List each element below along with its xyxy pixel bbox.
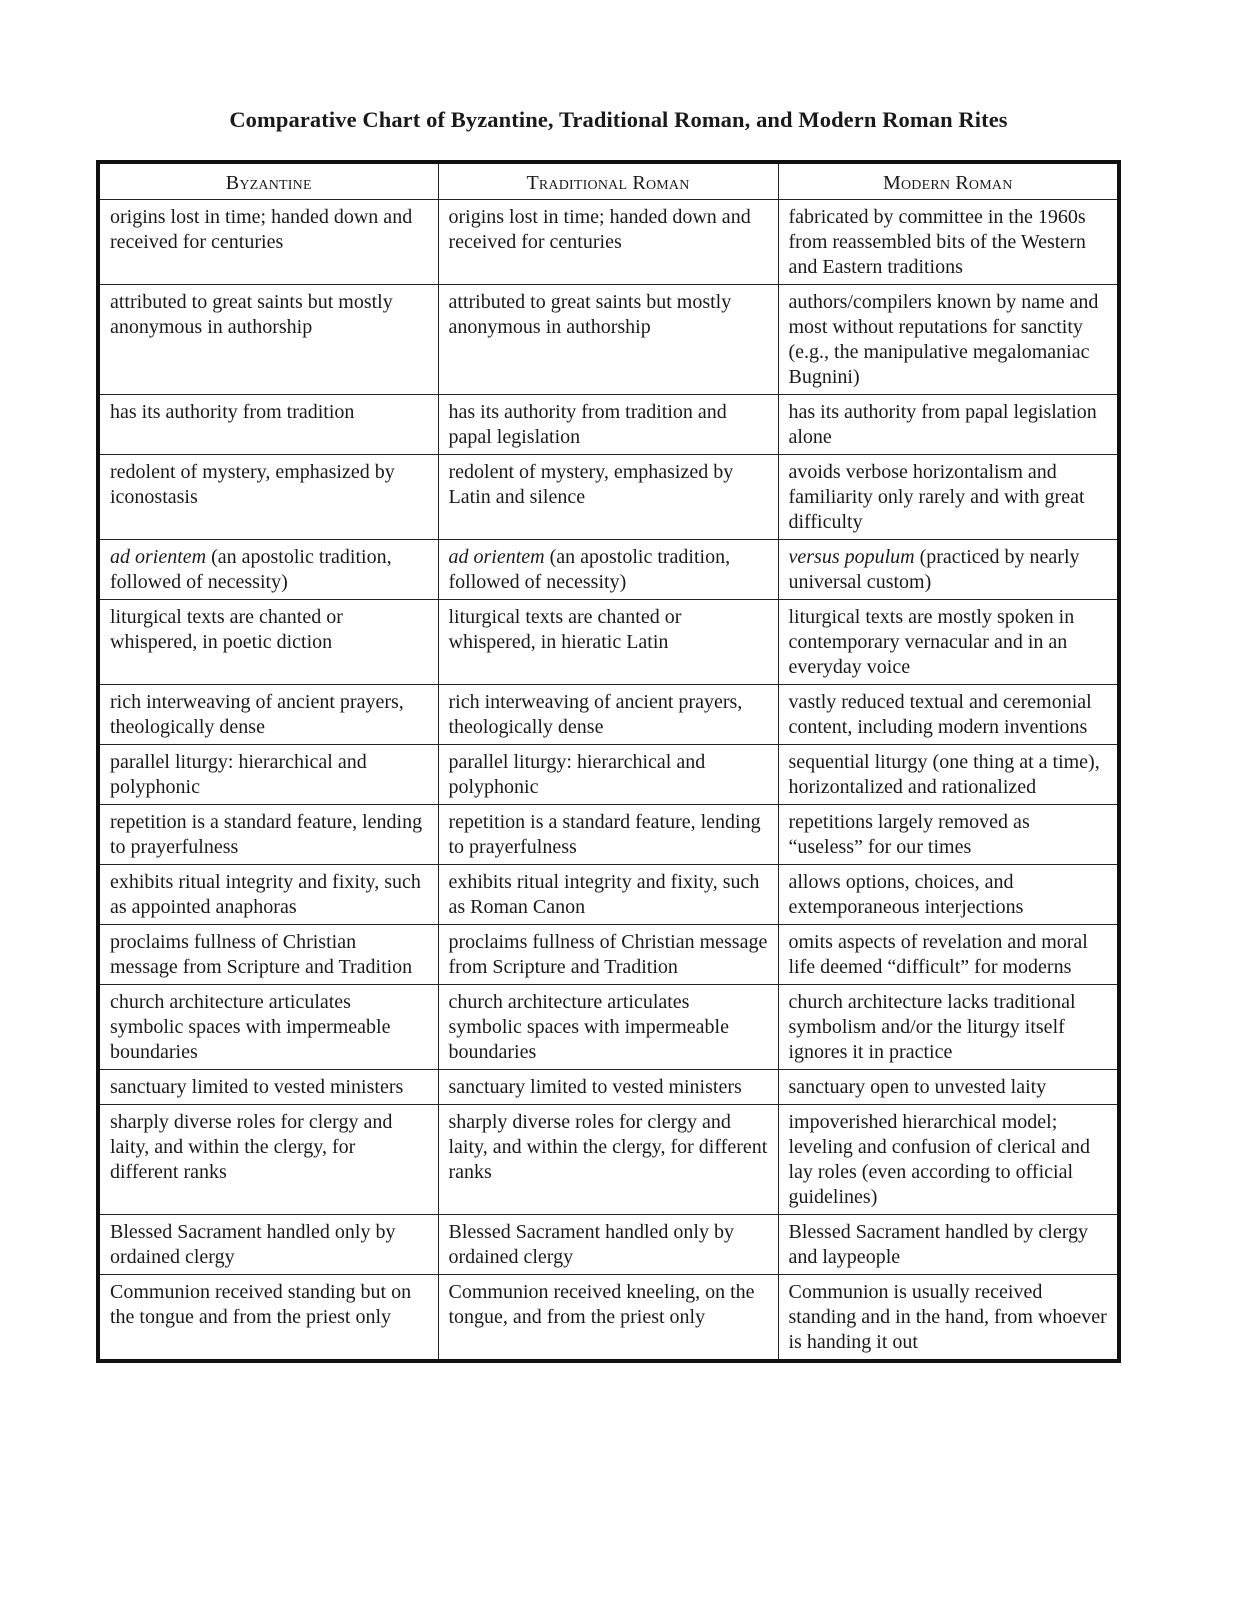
column-header-traditional-roman: Traditional Roman	[438, 162, 778, 200]
cell-traditional-roman	[438, 1275, 778, 1362]
cell-text: Blessed Sacrament handled only by ordained clergy	[448, 1221, 734, 1268]
cell-text: proclaims fullness of Christian message from Scripture and Tradition	[448, 931, 768, 978]
cell-text: redolent of mystery, emphasized by iconostasis	[110, 461, 395, 508]
cell-byzantine	[98, 745, 438, 805]
cell-text: exhibits ritual integrity and fixity, such as Roman Canon	[448, 871, 760, 918]
cell-text: repetitions largely removed as “useless” for our times	[788, 811, 1030, 858]
cell-text: (an apostolic tradition, followed of necessity)	[448, 546, 731, 593]
cell-traditional-roman	[438, 200, 778, 285]
table-row	[98, 805, 1119, 865]
cell-text: sanctuary open to unvested laity	[788, 1076, 1047, 1098]
cell-traditional-roman	[438, 395, 778, 455]
italic-term: ad orientem	[448, 546, 545, 568]
table-row	[98, 285, 1119, 395]
cell-byzantine	[98, 285, 438, 395]
cell-text: (an apostolic tradition, followed of necessity)	[110, 546, 392, 593]
cell-text: authors/compilers known by name and most without reputations for sanctity (e.g., the manipulative megalomaniac Bugnini)	[788, 291, 1099, 388]
italic-term: versus populum	[788, 546, 915, 568]
cell-byzantine	[98, 985, 438, 1070]
cell-text: Blessed Sacrament handled by clergy and laypeople	[788, 1221, 1089, 1268]
column-header-byzantine: Byzantine	[98, 162, 438, 200]
cell-text: repetition is a standard feature, lending to prayerfulness	[448, 811, 761, 858]
cell-modern-roman	[778, 745, 1119, 805]
cell-text: attributed to great saints but mostly anonymous in authorship	[448, 291, 732, 338]
cell-traditional-roman	[438, 285, 778, 395]
cell-modern-roman	[778, 1215, 1119, 1275]
cell-traditional-roman	[438, 1070, 778, 1105]
cell-modern-roman	[778, 1275, 1119, 1362]
table-row	[98, 395, 1119, 455]
page-title: Comparative Chart of Byzantine, Traditional Roman, and Modern Roman Rites	[229, 107, 1008, 132]
cell-byzantine	[98, 540, 438, 600]
cell-text: redolent of mystery, emphasized by Latin and silence	[448, 461, 734, 508]
table-row	[98, 540, 1119, 600]
table-row	[98, 925, 1119, 985]
cell-text: Blessed Sacrament handled only by ordained clergy	[110, 1221, 396, 1268]
cell-modern-roman	[778, 395, 1119, 455]
cell-text: repetition is a standard feature, lending to prayerfulness	[110, 811, 423, 858]
table-row	[98, 455, 1119, 540]
cell-byzantine	[98, 395, 438, 455]
cell-text: liturgical texts are mostly spoken in contemporary vernacular and in an everyday voice	[788, 606, 1075, 678]
cell-byzantine	[98, 1215, 438, 1275]
cell-text: origins lost in time; handed down and received for centuries	[448, 206, 751, 253]
comparison-table	[96, 160, 1121, 1363]
cell-text: proclaims fullness of Christian message from Scripture and Tradition	[110, 931, 413, 978]
table-row	[98, 745, 1119, 805]
cell-traditional-roman	[438, 540, 778, 600]
cell-byzantine	[98, 925, 438, 985]
cell-text: rich interweaving of ancient prayers, theologically dense	[448, 691, 743, 738]
cell-byzantine	[98, 455, 438, 540]
cell-text: sanctuary limited to vested ministers	[110, 1076, 404, 1098]
cell-text: church architecture articulates symbolic spaces with impermeable boundaries	[110, 991, 391, 1063]
cell-modern-roman	[778, 985, 1119, 1070]
cell-byzantine	[98, 1275, 438, 1362]
cell-traditional-roman	[438, 925, 778, 985]
cell-modern-roman	[778, 540, 1119, 600]
cell-traditional-roman	[438, 865, 778, 925]
cell-text: sanctuary limited to vested ministers	[448, 1076, 742, 1098]
cell-modern-roman	[778, 685, 1119, 745]
table-row	[98, 200, 1119, 285]
cell-text: has its authority from tradition	[110, 401, 355, 423]
cell-modern-roman	[778, 200, 1119, 285]
cell-traditional-roman	[438, 455, 778, 540]
cell-text: rich interweaving of ancient prayers, theologically dense	[110, 691, 404, 738]
cell-modern-roman	[778, 285, 1119, 395]
cell-text: liturgical texts are chanted or whispered, in poetic diction	[110, 606, 343, 653]
cell-traditional-roman	[438, 985, 778, 1070]
table-row	[98, 1070, 1119, 1105]
cell-byzantine	[98, 1105, 438, 1215]
cell-text: attributed to great saints but mostly anonymous in authorship	[110, 291, 393, 338]
cell-modern-roman	[778, 600, 1119, 685]
table-body	[98, 200, 1119, 1362]
cell-modern-roman	[778, 805, 1119, 865]
cell-text: has its authority from papal legislation alone	[788, 401, 1097, 448]
table-row	[98, 1275, 1119, 1362]
cell-text: (practiced by nearly universal custom)	[788, 546, 1080, 593]
cell-text: parallel liturgy: hierarchical and polyphonic	[448, 751, 706, 798]
table-row	[98, 685, 1119, 745]
cell-modern-roman	[778, 865, 1119, 925]
cell-text: Communion received standing but on the tongue and from the priest only	[110, 1281, 412, 1328]
table-row	[98, 1215, 1119, 1275]
cell-text: sequential liturgy (one thing at a time), horizontalized and rationalized	[788, 751, 1100, 798]
cell-text: Communion is usually received standing and in the hand, from whoever is handing it out	[788, 1281, 1107, 1353]
cell-text: Communion received kneeling, on the tongue, and from the priest only	[448, 1281, 755, 1328]
cell-modern-roman	[778, 1070, 1119, 1105]
cell-text: vastly reduced textual and ceremonial content, including modern inventions	[788, 691, 1092, 738]
cell-byzantine	[98, 685, 438, 745]
cell-text: has its authority from tradition and papal legislation	[448, 401, 727, 448]
cell-text: parallel liturgy: hierarchical and polyphonic	[110, 751, 367, 798]
table-header	[98, 162, 1119, 200]
italic-term: ad orientem	[110, 546, 207, 568]
cell-byzantine	[98, 1070, 438, 1105]
table-row	[98, 985, 1119, 1070]
cell-byzantine	[98, 805, 438, 865]
cell-traditional-roman	[438, 1105, 778, 1215]
column-header-modern-roman: Modern Roman	[778, 162, 1119, 200]
cell-traditional-roman	[438, 600, 778, 685]
cell-text: exhibits ritual integrity and fixity, such as appointed anaphoras	[110, 871, 421, 918]
cell-text: sharply diverse roles for clergy and laity, and within the clergy, for different ranks	[110, 1111, 393, 1183]
cell-byzantine	[98, 200, 438, 285]
cell-traditional-roman	[438, 1215, 778, 1275]
cell-text: fabricated by committee in the 1960s from reassembled bits of the Western and Eastern traditions	[788, 206, 1086, 278]
cell-text: omits aspects of revelation and moral life deemed “difficult” for moderns	[788, 931, 1088, 978]
table-row	[98, 865, 1119, 925]
cell-text: allows options, choices, and extemporaneous interjections	[788, 871, 1024, 918]
cell-text: avoids verbose horizontalism and familiarity only rarely and with great difficulty	[788, 461, 1085, 533]
header-row	[98, 162, 1119, 200]
cell-traditional-roman	[438, 745, 778, 805]
cell-text: origins lost in time; handed down and received for centuries	[110, 206, 413, 253]
table-row	[98, 600, 1119, 685]
cell-text: church architecture articulates symbolic spaces with impermeable boundaries	[448, 991, 729, 1063]
cell-modern-roman	[778, 1105, 1119, 1215]
cell-modern-roman	[778, 455, 1119, 540]
cell-text: liturgical texts are chanted or whispered, in hieratic Latin	[448, 606, 682, 653]
cell-text: sharply diverse roles for clergy and laity, and within the clergy, for different ranks	[448, 1111, 768, 1183]
cell-byzantine	[98, 600, 438, 685]
cell-traditional-roman	[438, 805, 778, 865]
cell-text: impoverished hierarchical model; leveling and confusion of clerical and lay roles (even according to official guidelines)	[788, 1111, 1091, 1208]
cell-byzantine	[98, 865, 438, 925]
table-row	[98, 1105, 1119, 1215]
cell-traditional-roman	[438, 685, 778, 745]
cell-modern-roman	[778, 925, 1119, 985]
cell-text: church architecture lacks traditional symbolism and/or the liturgy itself ignores it in practice	[788, 991, 1076, 1063]
